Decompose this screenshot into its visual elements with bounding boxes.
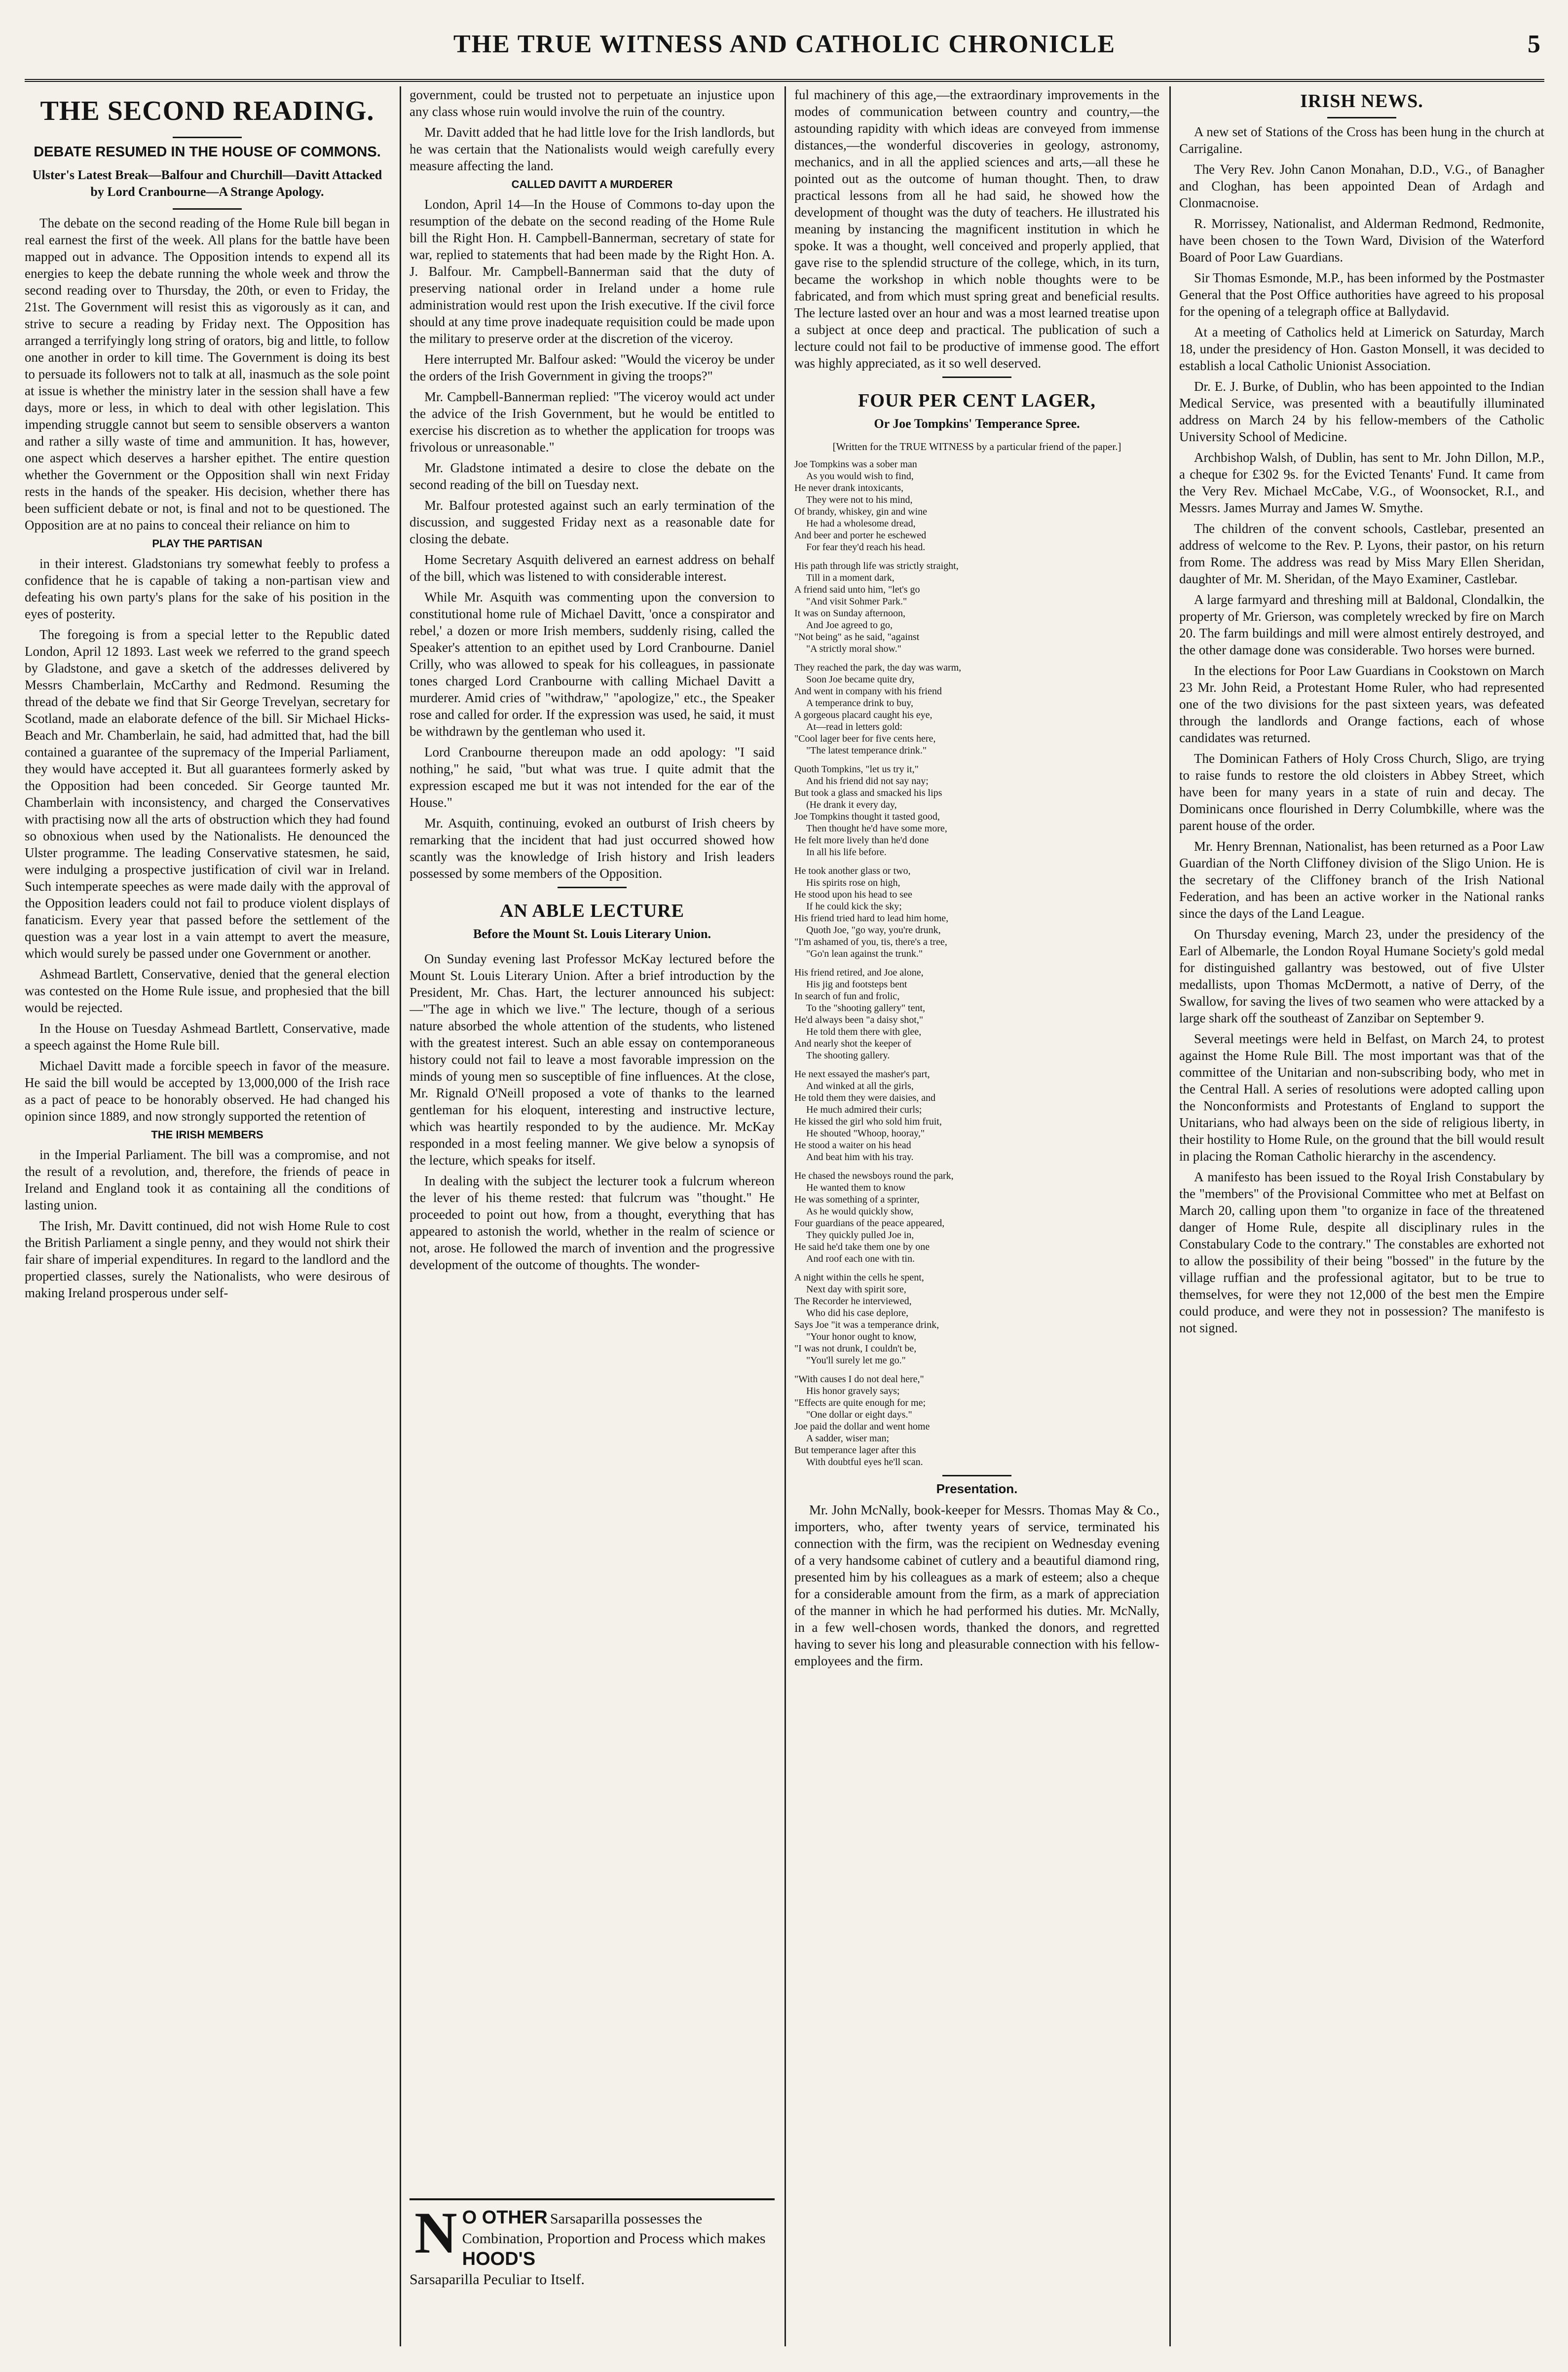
poem-line: They reached the park, the day was warm,: [794, 662, 962, 673]
paragraph: The debate on the second reading of the Home Rule bill began in real earnest the first of the week. All plans for the battle have been mapped out in advance. The Opposition intends to expend all its energies to keep the debate running the whole week and throw the second reading over to Thursday, the 20th, or even to Friday, the 21st. The Government will resist this as vigorously as it can, and strive to secure a reading by Friday next. The Opposition has arranged a terrifyingly long string of orators, big and little, to follow one another in order to kill time. The Government is doing its best to persuade its followers not to talk at all, inasmuch as the sole point at issue is whether the ministry later in the session shall have a few days, more or less, in which to deal with other legislation. This impending struggle cannot but seem to sensible observers a wanton and rather a silly waste of time and ammunition. It has, however, one aspect which deserves a harsher epithet. The entire question whether the Government or the Opposition shall win next Friday rests in the hands of the speaker. His decision, whether there has been sufficient debate or not, is final and not to be questioned. The Opposition are at no pains to conceal their reliance on him to: [25, 216, 390, 532]
article-headline: THE SECOND READING.: [40, 96, 374, 126]
poem-line: Then thought he'd have some more,: [806, 823, 947, 834]
poem-stanza: [794, 1170, 1159, 1265]
news-item: Sir Thomas Esmonde, M.P., has been informed by the Postmaster General that the Post Office authorities have agreed to his proposal for the opening of a telegraph office at Ballydavid.: [1179, 270, 1544, 319]
poem-line: He next essayed the masher's part,: [794, 1069, 930, 1080]
poem-line: (He drank it every day,: [806, 799, 897, 810]
poem-line: "Not being" as he said, "against: [794, 632, 920, 642]
page-number: 5: [1528, 30, 1540, 58]
poem-line: A temperance drink to buy,: [806, 698, 913, 709]
ad-dropcap: N: [414, 2200, 457, 2265]
poem-line: He told them there with glee,: [806, 1026, 922, 1037]
poem-line: They quickly pulled Joe in,: [806, 1230, 914, 1241]
poem-line: And roof each one with tin.: [806, 1253, 915, 1264]
poem-line: He took another glass or two,: [794, 866, 911, 876]
poem-line: It was on Sunday afternoon,: [794, 608, 905, 619]
poem-line: But temperance lager after this: [794, 1445, 916, 1456]
article-headline: IRISH NEWS.: [1300, 91, 1423, 112]
poem-line: And Joe agreed to go,: [806, 620, 893, 631]
poem-stanza: [794, 865, 1159, 960]
poem-line: Who did his case deplore,: [806, 1308, 909, 1318]
poem-line: A friend said unto him, "let's go: [794, 584, 920, 595]
poem-line: He stood upon his head to see: [794, 889, 912, 900]
sarsaparilla-advertisement: [410, 2198, 775, 2346]
editorial-note: [Written for the TRUE WITNESS by a particular friend of the paper.]: [832, 441, 1121, 452]
poem-line: He never drank intoxicants,: [794, 483, 904, 493]
paragraph: Michael Davitt made a forcible speech in favor of the measure. He said the bill would be accepted by 13,000,000 of the Irish race as a pact of peace to be honorably observed. He had changed his opinion since 1889, and now strongly supported the retention of: [25, 1058, 390, 1124]
poem-stanza: [794, 458, 1159, 553]
paragraph: While Mr. Asquith was commenting upon the conversion to constitutional home rule of Michael Davitt, 'once a conspirator and rebel,' a dozen or more Irish members, suddenly rising, called the Speaker's attention to an epithet used by Lord Cranbourne. Daniel Crilly, who was allowed to speak for his colleagues, in passionate tones charged Lord Cranbourne with calling Michael Davitt a murderer. Amid cries of "withdraw," "apologize," etc., the Speaker rose and called for order. If the expression was used, he said, it must be withdrawn by the gentleman who used it.: [410, 590, 775, 739]
section-subhead: PLAY THE PARTISAN: [152, 537, 262, 550]
poem-line: And beer and porter he eschewed: [794, 530, 927, 541]
poem-stanza: [794, 560, 1159, 655]
column-rule: [1169, 86, 1171, 2346]
poem-line: Till in a moment dark,: [806, 572, 895, 583]
poem-line: And nearly shot the keeper of: [794, 1038, 912, 1049]
irish-news-list: [1179, 123, 1544, 1336]
column-4: [1179, 86, 1544, 2346]
poem-line: In all his life before.: [806, 847, 887, 858]
poem-line: He had a wholesome dread,: [806, 518, 916, 529]
poem-line: "I'm ashamed of you, tis, there's a tree,: [794, 937, 947, 947]
poem-line: His jig and footsteps bent: [806, 979, 907, 990]
paragraph: government, could be trusted not to perpetuate an injustice upon any class whose ruin would involve the ruin of the country.: [410, 87, 775, 119]
poem-line: "Cool lager beer for five cents here,: [794, 733, 936, 744]
column-rule: [400, 86, 401, 2346]
poem-line: And beat him with his tray.: [806, 1152, 914, 1163]
poem-line: As he would quickly show,: [806, 1206, 914, 1217]
poem-line: His path through life was strictly straight,: [794, 561, 959, 571]
poem-line: And his friend did not say nay;: [806, 776, 929, 787]
ad-tagline: Sarsaparilla Peculiar to Itself.: [410, 2271, 585, 2288]
poem-stanza: [794, 763, 1159, 858]
news-item: In the elections for Poor Law Guardians in Cookstown on March 23 Mr. John Reid, a Protestant Home Ruler, who had represented one of the two divisions for the past sixteen years, was defeated through the landlords and Orange factions, each of whose candidates was returned.: [1179, 663, 1544, 745]
news-item: A manifesto has been issued to the Royal Irish Constabulary by the "members" of the Provisional Committee who met at Belfast on March 20, calling upon them "to organize in face of the threatened danger of Home Rule, despite all disciplinary rules in the Constabulary Code to the contrary." The constables are exhorted not to allow the possibility of their being "bossed" in the future by the village ruffian and the professional agitator, but to be true to themselves, for were they not 12,000 of the best men the Empire could produce, and were they not in possession? The manifesto is not signed.: [1179, 1169, 1544, 1335]
poem-line: He felt more lively than he'd done: [794, 835, 929, 846]
paragraph: Mr. Asquith, continuing, evoked an outburst of Irish cheers by remarking that the incident that had just occurred showed how scantly was the knowledge of Irish history and Irish leaders possessed by some members of the Opposition.: [410, 816, 775, 881]
divider: [942, 1475, 1011, 1476]
news-item: A large farmyard and threshing mill at Baldonal, Clondalkin, the property of Mr. Grierson, was completely wrecked by fire on March 20. The farm buildings and mill were almost entirely destroyed, and the other damage done was considerable. Two horses were burned.: [1179, 592, 1544, 657]
paragraph: In the House on Tuesday Ashmead Bartlett, Conservative, made a speech against the Home Rule bill.: [25, 1021, 390, 1053]
paragraph: Ashmead Bartlett, Conservative, denied that the general election was contested on the Home Rule issue, and prophesied that the bill would be rejected.: [25, 967, 390, 1015]
poem-stanza: [794, 1068, 1159, 1163]
poem-line: He told them they were daisies, and: [794, 1092, 936, 1103]
poem-line: He said he'd take them one by one: [794, 1242, 930, 1252]
paragraph: ful machinery of this age,—the extraordinary improvements in the modes of communication between country and country,—the astounding rapidity with which ideas are conveyed from immense distances,—the wonderful discoveries in geology, astronomy, mechanics, and in all the applied sciences and arts,—all these he pointed out as the outcome of human thought. Then, to draw practical lessons from all he had said, he showed how the development of thought was the duty of teachers. He illustrated his meaning by instancing the magnificent institution in which he spoke. It was a thought, well conceived and properly applied, that gave rise to the splendid structure of the college, which, in its turn, became the workshop in which noble thoughts were to be fabricated, and from which must spring great and beneficial results. The lecture lasted over an hour and was a most learned treatise upon a subject at once deep and practical. The publication of such a lecture could not fail to be productive of immense good. The effort was highly appreciated, as it so well deserved.: [794, 87, 1159, 371]
poem-line: To the "shooting gallery" tent,: [806, 1003, 925, 1014]
poem-stanza: [794, 1272, 1159, 1366]
poem-stanza: [794, 1373, 1159, 1468]
poem-line: And winked at all the girls,: [806, 1081, 914, 1092]
paragraph: Mr. John McNally, book-keeper for Messrs. Thomas May & Co., importers, who, after twenty years of service, terminated his connection with the firm, was the recipient on Wednesday evening of a very handsome cabinet of cutlery and a beautiful diamond ring, presented him by his colleagues as a mark of esteem; also a cheque for a considerable amount from the firm, as a mark of appreciation of the manner in which he had performed his duties. Mr. McNally, in a few well-chosen words, thanked the donors, and regretted having to sever his long and pleasurable connection with his fellow-employees and the firm.: [794, 1503, 1159, 1668]
poem-line: He much admired their curls;: [806, 1104, 922, 1115]
poem-line: Quoth Joe, "go way, you're drunk,: [806, 925, 941, 936]
poem-line: "Go'n lean against the trunk.": [806, 948, 923, 959]
poem-line: A night within the cells he spent,: [794, 1272, 924, 1283]
poem-line: If he could kick the sky;: [806, 901, 902, 912]
poem-line: "I was not drunk, I couldn't be,: [794, 1343, 917, 1354]
article-subheadline: Or Joe Tompkins' Temperance Spree.: [874, 416, 1080, 431]
ad-lead: O OTHER: [462, 2207, 548, 2228]
poem-line: Four guardians of the peace appeared,: [794, 1218, 945, 1229]
paragraph: Lord Cranbourne thereupon made an odd apology: "I said nothing," he said, "but what was true. I quite admit that the expression escaped me but it was not intended for the ear of the House.": [410, 745, 775, 810]
column-rule: [784, 86, 786, 2346]
article-subheadline: Before the Mount St. Louis Literary Union.: [473, 927, 711, 941]
paragraph: in their interest. Gladstonians try somewhat feebly to profess a confidence that he is capable of taking a non-partisan view and defeating his own party's plans for the sake of his position in the eyes of posterity.: [25, 556, 390, 621]
paragraph: The foregoing is from a special letter to the Republic dated London, April 12 1893. Last week we referred to the grand speech by Gladstone, and gave a sketch of the addresses delivered by Messrs Chamberlain, McCarthy and Redmond. Resuming the thread of the debate we find that Sir George Trevelyan, secretary for Scotland, made an elaborate defence of the bill. Sir Michael Hicks-Beach and Mr. Chamberlain, he said, had admitted that, had the bill contained a guarantee of the supremacy of the Imperial Parliament, they would have accepted it. But all guarantees formerly asked by the Opposition had been conceded. Sir George taunted Mr. Chamberlain with inconsistency, and charged the Conservatives with practising now all the arts of obstruction which they had found so obnoxious when used by the Nationalists. He denounced the Ulster programme. The leading Conservative statesmen, he said, were indulging a prospective justification of civil war in Ireland. Such intemperate speeches as were made daily with the approval of the Opposition leaders could not fail to produce violent displays of fanaticism. Every year that passed before the settlement of the question was a year lost in a vain attempt to avert the measure, which would surely be passed under one Government or another.: [25, 627, 390, 961]
article-subheadline: DEBATE RESUMED IN THE HOUSE OF COMMONS.: [34, 144, 381, 160]
poem-line: "You'll surely let me go.": [806, 1355, 906, 1366]
poem-line: He kissed the girl who sold him fruit,: [794, 1116, 942, 1127]
paragraph: Mr. Balfour protested against such an early termination of the discussion, and suggested Friday next as a reasonable date for closing the debate.: [410, 498, 775, 546]
newspaper-title: THE TRUE WITNESS AND CATHOLIC CHRONICLE: [453, 30, 1116, 58]
poem-line: He'd always been "a daisy shot,": [794, 1015, 923, 1025]
news-item: Archbishop Walsh, of Dublin, has sent to Mr. John Dillon, M.P., a cheque for £302 9s. for the Evicted Tenants' Fund. It came from the Very Rev. Michael McCabe, V.G., of Woonsocket, R.I., and Messrs. James Murray and James W. Smythe.: [1179, 450, 1544, 515]
poem-line: "With causes I do not deal here,": [794, 1374, 924, 1385]
poem-line: "A strictly moral show.": [806, 643, 901, 654]
poem-line: Joe Tompkins was a sober man: [794, 459, 917, 470]
poem-line: A sadder, wiser man;: [806, 1433, 890, 1444]
ad-brand: HOOD'S: [462, 2249, 536, 2269]
section-subhead: THE IRISH MEMBERS: [151, 1129, 263, 1141]
poem-line: Of brandy, whiskey, gin and wine: [794, 506, 928, 517]
paragraph: Here interrupted Mr. Balfour asked: "Would the viceroy be under the orders of the Irish Government in giving the troops?": [410, 352, 775, 383]
news-item: On Thursday evening, March 23, under the presidency of the Earl of Albemarle, the London Royal Humane Society's gold medal for distinguished gallantry was bestowed, out of five Ulster medallists, upon Thomas McDermott, a native of Derry, of the Swallow, for saving the lives of two seamen who were attacked by a large shark off the southeast of Zanzibar on September 9.: [1179, 927, 1544, 1025]
section-subhead: CALLED DAVITT A MURDERER: [511, 178, 673, 190]
paragraph: Mr. Gladstone intimated a desire to close the debate on the second reading of the bill on Tuesday next.: [410, 460, 775, 492]
article-headline: AN ABLE LECTURE: [500, 901, 684, 921]
paragraph: The Irish, Mr. Davitt continued, did not wish Home Rule to cost the British Parliament a single penny, and they would not shirk their fair share of imperial expenditures. In regard to the landlord and the propertied classes, surely the Nationalists, who were desirous of making Ireland prosperous under self-: [25, 1218, 390, 1300]
news-item: The children of the convent schools, Castlebar, presented an address of welcome to the Rev. P. Lyons, their pastor, on his return from Rome. The address was read by Miss Mary Ellen Sheridan, daughter of Mr. M. Sheridan, of the Mayo Examiner, Castlebar.: [1179, 521, 1544, 586]
divider: [173, 137, 242, 138]
news-item: Dr. E. J. Burke, of Dublin, who has been appointed to the Indian Medical Service, was presented with a beautifully illuminated address on March 24 by his fellow-members of the Catholic University School of Medicine.: [1179, 379, 1544, 444]
news-item: At a meeting of Catholics held at Limerick on Saturday, March 18, under the presidency of Hon. Gaston Monsell, it was decided to establish a local Catholic Unionist Association.: [1179, 325, 1544, 373]
poem-line: Joe Tompkins thought it tasted good,: [794, 811, 940, 822]
poem-line: Next day with spirit sore,: [806, 1284, 906, 1295]
divider: [558, 887, 627, 888]
column-1: [25, 86, 390, 2346]
poem-line: The Recorder he interviewed,: [794, 1296, 912, 1307]
news-item: R. Morrissey, Nationalist, and Alderman Redmond, Redmonite, have been chosen to the Town Ward, Division of the Waterford Board of Poor Law Guardians.: [1179, 216, 1544, 264]
article-headline: FOUR PER CENT LAGER,: [858, 390, 1096, 411]
poem-line: For fear they'd reach his head.: [806, 542, 926, 553]
poem-stanza: [794, 662, 1159, 756]
news-item: A new set of Stations of the Cross has been hung in the church at Carrigaline.: [1179, 124, 1544, 156]
poem-line: He was something of a sprinter,: [794, 1194, 920, 1205]
poem-line: He wanted them to know: [806, 1182, 906, 1193]
poem-line: Says Joe "it was a temperance drink,: [794, 1319, 939, 1330]
paragraph: On Sunday evening last Professor McKay lectured before the Mount St. Louis Literary Union. After a brief introduction by the President, Mr. Chas. Hart, the lecturer announced his subject:—"The age in which we live." The lecture, though of a serious nature absorbed the whole attention of the students, who listened with the greatest interest. Such an able essay on contemporaneous history could not fail to leave a most favorable impression on the minds of young men so susceptible of fine influences. At the close, Mr. Rignald O'Neill proposed a vote of thanks to the learned gentleman for his eloquent, interesting and instructive lecture, which was heartily responded to by the audience. Mr. McKay responded in a most feeling manner. We give below a synopsis of the lecture, which speaks for itself.: [410, 951, 775, 1167]
poem-line: And went in company with his friend: [794, 686, 942, 697]
poem-line: His friend retired, and Joe alone,: [794, 967, 924, 978]
poem-line: "The latest temperance drink.": [806, 745, 927, 756]
poem-line: His honor gravely says;: [806, 1386, 900, 1396]
poem-line: His spirits rose on high,: [806, 877, 900, 888]
column-2: [410, 86, 775, 2346]
news-item: Several meetings were held in Belfast, on March 24, to protest against the Home Rule Bill. The most important was that of the committee of the Unitarian and non-subscribing body, who met in the Central Hall. A series of resolutions were adopted calling upon the Nonconformists and Protestants of England to support the Unitarians, who had always been on the side of religious liberty, in their hostility to Home Rule, on the ground that the bill would result in placing the Roman Catholic hierarchy in the ascendency.: [1179, 1031, 1544, 1164]
paragraph: Mr. Davitt added that he had little love for the Irish landlords, but he was certain that the Nationalists would weigh carefully every measure affecting the land.: [410, 125, 775, 173]
paragraph: in the Imperial Parliament. The bill was a compromise, and not the result of a revolution, and, therefore, the friends of peace in Ireland and England took it as containing all the conditions of lasting union.: [25, 1147, 390, 1212]
poem-line: He chased the newsboys round the park,: [794, 1170, 954, 1181]
poem-stanza: [794, 967, 1159, 1061]
poem-line: Soon Joe became quite dry,: [806, 674, 915, 685]
poem-line: Joe paid the dollar and went home: [794, 1421, 930, 1432]
news-item: Mr. Henry Brennan, Nationalist, has been returned as a Poor Law Guardian of the North Cliffoney division of the Sligo Union. He is the secretary of the Cliffoney branch of the Irish National Federation, and has been an active worker in the National ranks since the days of the Land League.: [1179, 839, 1544, 921]
column-3: [794, 86, 1159, 2346]
poem-line: His friend tried hard to lead him home,: [794, 913, 949, 924]
poem-line: As you would wish to find,: [806, 471, 914, 482]
poem-line: In search of fun and frolic,: [794, 991, 900, 1002]
paragraph: Mr. Campbell-Bannerman replied: "The viceroy would act under the advice of the Irish Government, but he would be entitled to exercise his discretion as to whether the application for troops was frivolous or unreasonable.": [410, 389, 775, 454]
article-deck: Ulster's Latest Break—Balfour and Churchill—Davitt Attacked by Lord Cranbourne—A Strange Apology.: [32, 168, 382, 199]
poem: [794, 458, 1159, 1468]
poem-line: "Effects are quite enough for me;: [794, 1397, 926, 1408]
divider: [942, 377, 1011, 378]
poem-line: "Your honor ought to know,: [806, 1331, 917, 1342]
poem-line: The shooting gallery.: [806, 1050, 890, 1061]
poem-line: He shouted "Whoop, hooray,": [806, 1128, 925, 1139]
poem-line: Quoth Tompkins, "let us try it,": [794, 764, 919, 775]
divider: [1327, 117, 1396, 118]
section-subhead: Presentation.: [936, 1481, 1018, 1496]
poem-line: He stood a waiter on his head: [794, 1140, 911, 1151]
paragraph: In dealing with the subject the lecturer took a fulcrum whereon the lever of his theme rested: that fulcrum was "thought." He proceeded to point out how, from a thought, everything that has appeared to astonish the world, whether in the realm of science or not, arose. He followed the march of invention and the progressive development of the outcome of thoughts. The wonder-: [410, 1173, 775, 1272]
newspaper-page: [25, 20, 1544, 2354]
news-item: The Very Rev. John Canon Monahan, D.D., V.G., of Banagher and Cloghan, has been appointed Dean of Ardagh and Clonmacnoise.: [1179, 162, 1544, 210]
divider: [173, 208, 242, 210]
poem-line: But took a glass and smacked his lips: [794, 788, 942, 798]
news-item: The Dominican Fathers of Holy Cross Church, Sligo, are trying to raise funds to restore the old cloisters in Abbey Street, which have been for many years in a state of ruin and decay. The Dominicans once flourished in Derry Columbkille, where was the parent house of the order.: [1179, 751, 1544, 833]
poem-line: At—read in letters gold:: [806, 721, 902, 732]
paragraph: London, April 14—In the House of Commons to-day upon the resumption of the debate on the second reading of the Home Rule bill the Right Hon. H. Campbell-Bannerman, secretary of state for war, replied to statements that had been made by the Right Hon. A. J. Balfour. Mr. Campbell-Bannerman said that the duty of preserving national order in Ireland under a home rule administration would rest upon the Irish executive. If the civil force should at any time prove inadequate requisition could be made upon the military to preserve order at the discretion of the viceroy.: [410, 197, 775, 346]
poem-line: "And visit Sohmer Park.": [806, 596, 907, 607]
poem-line: With doubtful eyes he'll scan.: [806, 1457, 923, 1468]
poem-line: They were not to his mind,: [806, 494, 913, 505]
poem-line: "One dollar or eight days.": [806, 1409, 912, 1420]
ad-body-text: Sarsaparilla possesses the Combination, Proportion and Process which makes: [462, 2211, 766, 2247]
poem-line: A gorgeous placard caught his eye,: [794, 710, 933, 720]
masthead: [25, 20, 1544, 82]
paragraph: Home Secretary Asquith delivered an earnest address on behalf of the bill, which was listened to with considerable interest.: [410, 552, 775, 584]
